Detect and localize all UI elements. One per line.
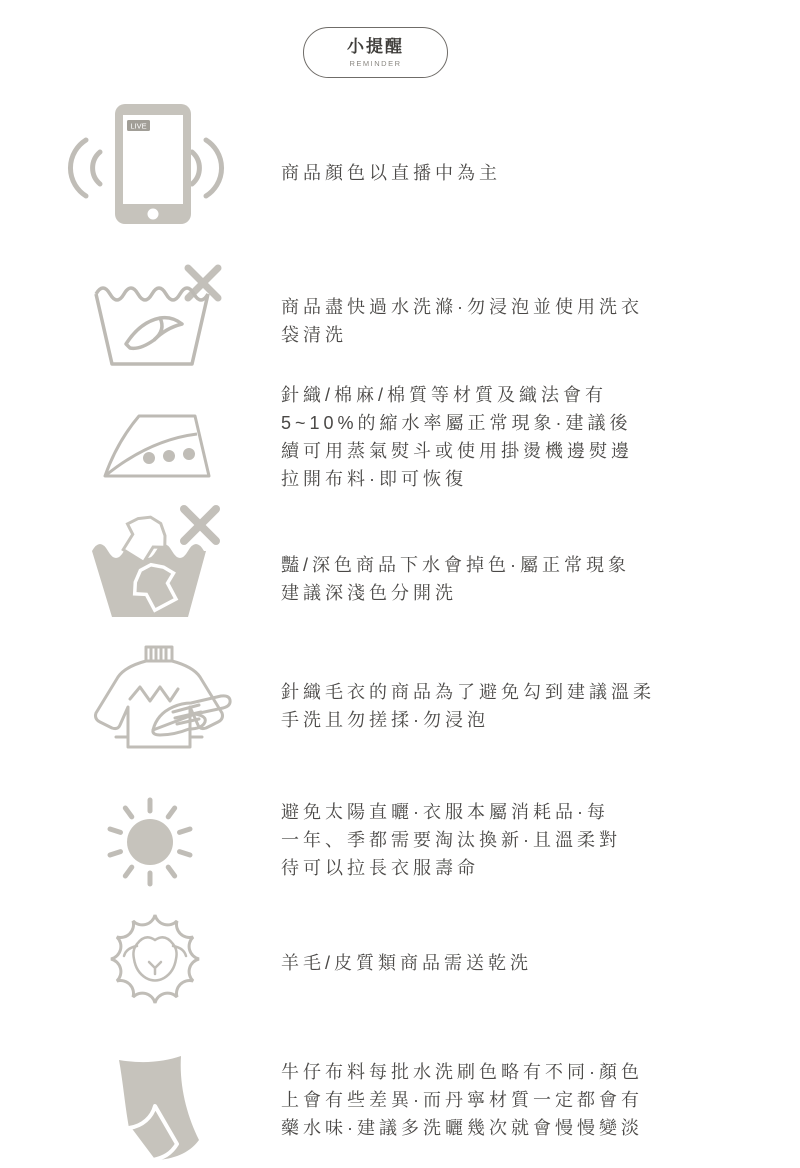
page-subtitle: REMINDER (349, 58, 402, 68)
reminder-text: 商品顏色以直播中為主 (281, 163, 501, 183)
phone-live-icon (60, 102, 230, 232)
color-bleed-wash-icon (88, 503, 228, 621)
reminder-text: 針織/棉麻/棉質等材質及織法會有 5~10%的縮水率屬正常現象·建議後 續可用蒸氣熨斗或使用掛燙機邊熨邊 拉開布料·即可恢復 (281, 385, 633, 489)
reminder-text: 豔/深色商品下水會掉色·屬正常現象 建議深淺色分開洗 (281, 555, 630, 603)
live-badge-label: LIVE (130, 121, 147, 131)
reminder-text: 羊毛/皮質類商品需送乾洗 (281, 953, 532, 973)
page-title: 小提醒 (347, 36, 404, 56)
iron-icon (95, 402, 230, 487)
reminder-text: 牛仔布料每批水洗刷色略有不同·顏色 上會有些差異·而丹寧材質一定都會有 藥水味·建議多洗曬幾次就會慢慢變淡 (281, 1062, 643, 1138)
denim-fabric-icon (95, 1052, 215, 1164)
sheep-icon (88, 902, 223, 1017)
reminder-text: 商品盡快過水洗滌·勿浸泡並使用洗衣 袋清洗 (281, 297, 643, 345)
sweater-handwash-icon (85, 642, 235, 762)
reminder-text: 針織毛衣的商品為了避免勾到建議溫柔 手洗且勿搓揉·勿浸泡 (281, 682, 655, 730)
reminder-text: 避免太陽直曬·衣服本屬消耗品·每 一年、季都需要淘汰換新·且溫柔對 待可以拉長衣服壽命 (281, 802, 621, 878)
reminder-badge (303, 27, 448, 78)
no-soak-handwash-icon (88, 262, 228, 372)
sun-icon (95, 792, 205, 892)
